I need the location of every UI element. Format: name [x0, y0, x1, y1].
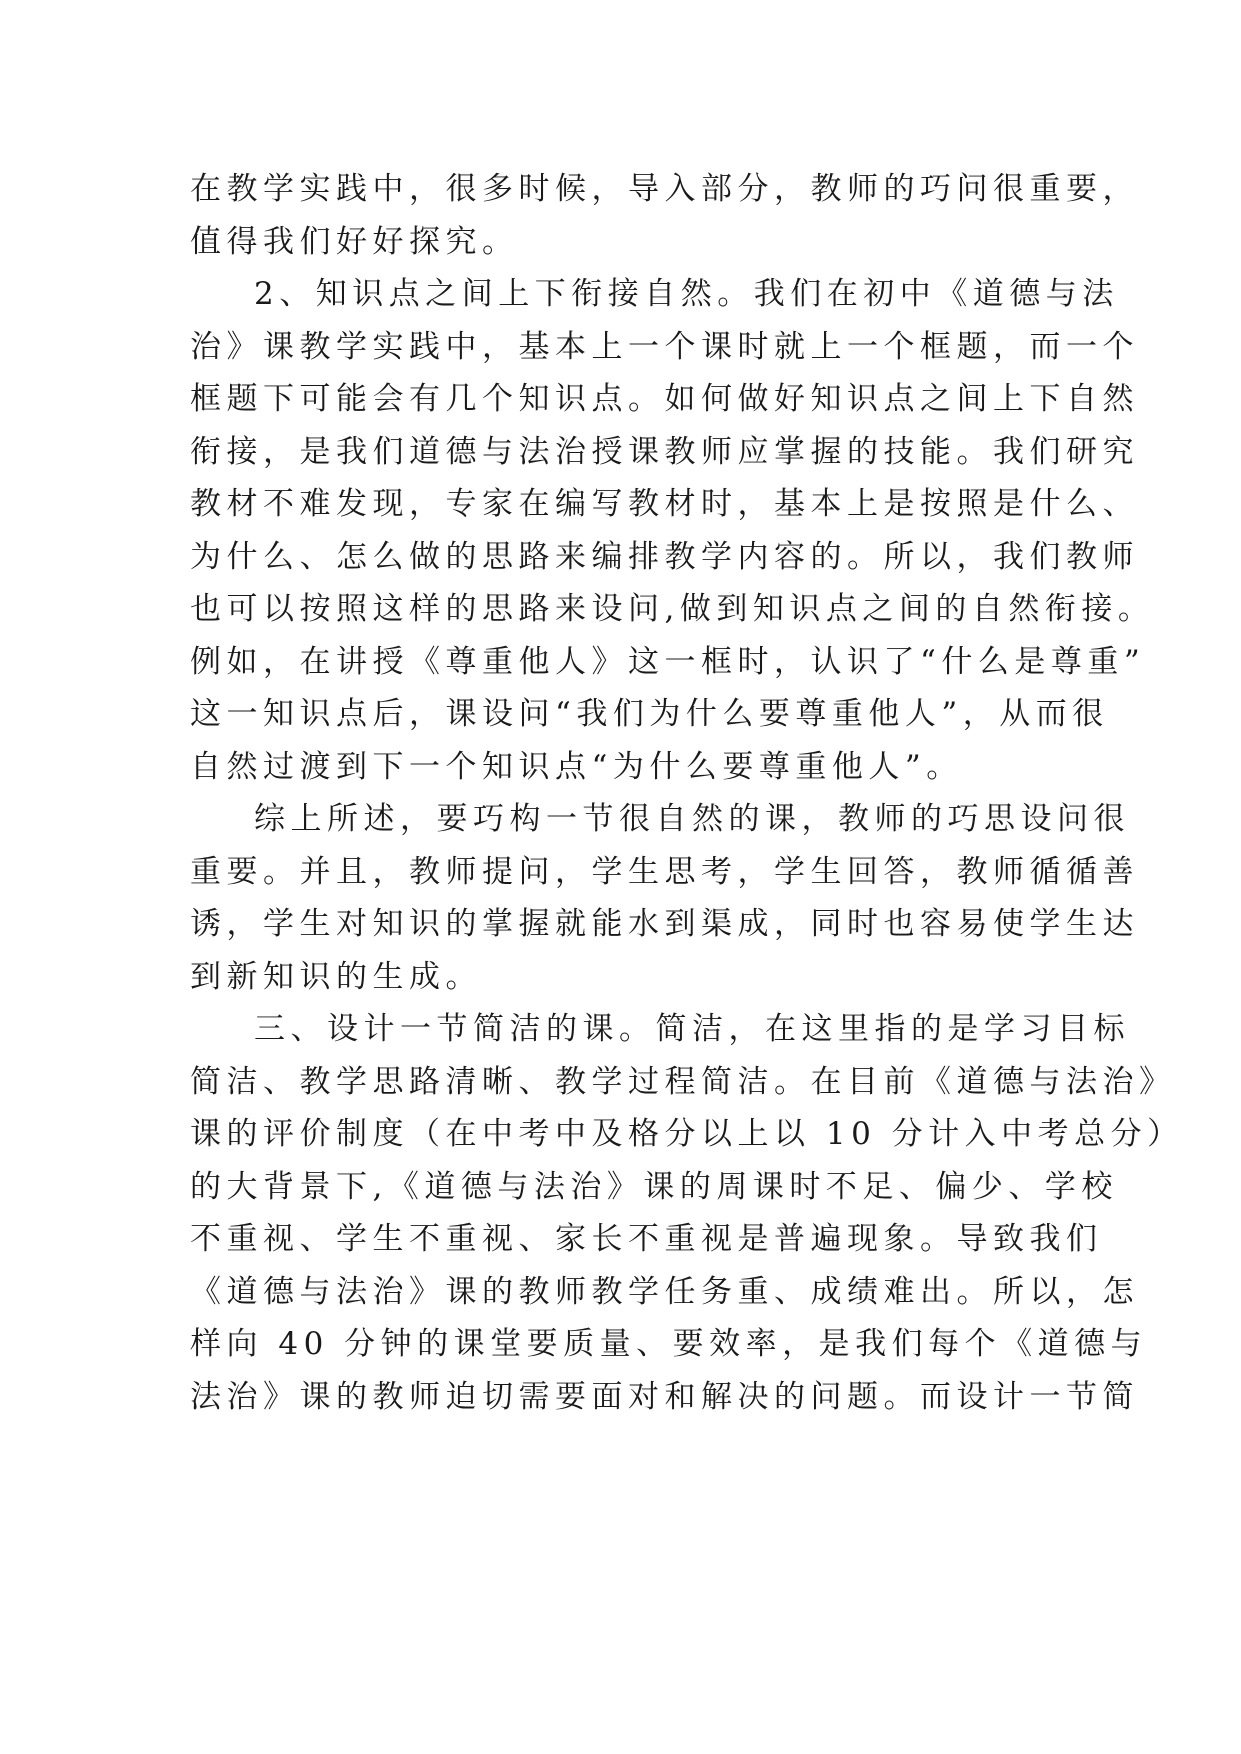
text-line: 简洁、教学思路清晰、教学过程简洁。在目前《道德与法治》: [190, 1063, 1176, 1100]
text-line: 例如，在讲授《尊重他人》这一框时，认识了“什么是尊重”: [190, 643, 1146, 680]
text-line: 的大背景下,《道德与法治》课的周课时不足、偏少、学校: [190, 1168, 1118, 1205]
text-line: 法治》课的教师迫切需要面对和解决的问题。而设计一节简: [190, 1378, 1139, 1415]
text-line: 治》课教学实践中，基本上一个课时就上一个框题，而一个: [190, 328, 1139, 365]
text-line: 重要。并且，教师提问，学生思考，学生回答，教师循循善: [190, 853, 1139, 890]
text-line: 诱，学生对知识的掌握就能水到渠成，同时也容易使学生达: [190, 906, 1139, 942]
text-line: 三、设计一节简洁的课。简洁，在这里指的是学习目标: [254, 1011, 1130, 1047]
text-line: 值得我们好好探究。: [190, 223, 519, 260]
text-line: 为什么、怎么做的思路来编排教学内容的。所以，我们教师: [190, 538, 1139, 575]
text-line: 2、知识点之间上下衔接自然。我们在初中《道德与法: [254, 276, 1119, 312]
text-line: 教材不难发现，专家在编写教材时，基本上是按照是什么、: [190, 486, 1139, 522]
document-body: [190, 163, 1184, 1423]
text-line: 自然过渡到下一个知识点“为什么要尊重他人”。: [190, 748, 963, 785]
text-line: 《道德与法治》课的教师教学任务重、成绩难出。所以，怎: [190, 1273, 1139, 1310]
text-line: 课的评价制度（在中考中及格分以上以 10 分计入中考总分）: [190, 1116, 1184, 1152]
text-line: 综上所述，要巧构一节很自然的课，教师的巧思设问很: [254, 801, 1130, 837]
text-line: 也可以按照这样的思路来设问,做到知识点之间的自然衔接。: [190, 591, 1155, 627]
text-line: 到新知识的生成。: [190, 958, 482, 995]
text-line: 衔接，是我们道德与法治授课教师应掌握的技能。我们研究: [190, 433, 1139, 470]
text-line: 这一知识点后，课设问“我们为什么要尊重他人”，从而很: [190, 696, 1109, 732]
text-line: 不重视、学生不重视、家长不重视是普遍现象。导致我们: [190, 1221, 1103, 1257]
text-line: 在教学实践中，很多时候，导入部分，教师的巧问很重要，: [190, 171, 1139, 207]
text-line: 框题下可能会有几个知识点。如何做好知识点之间上下自然: [190, 381, 1139, 417]
text-line: 样向 40 分钟的课堂要质量、要效率，是我们每个《道德与: [190, 1326, 1148, 1362]
